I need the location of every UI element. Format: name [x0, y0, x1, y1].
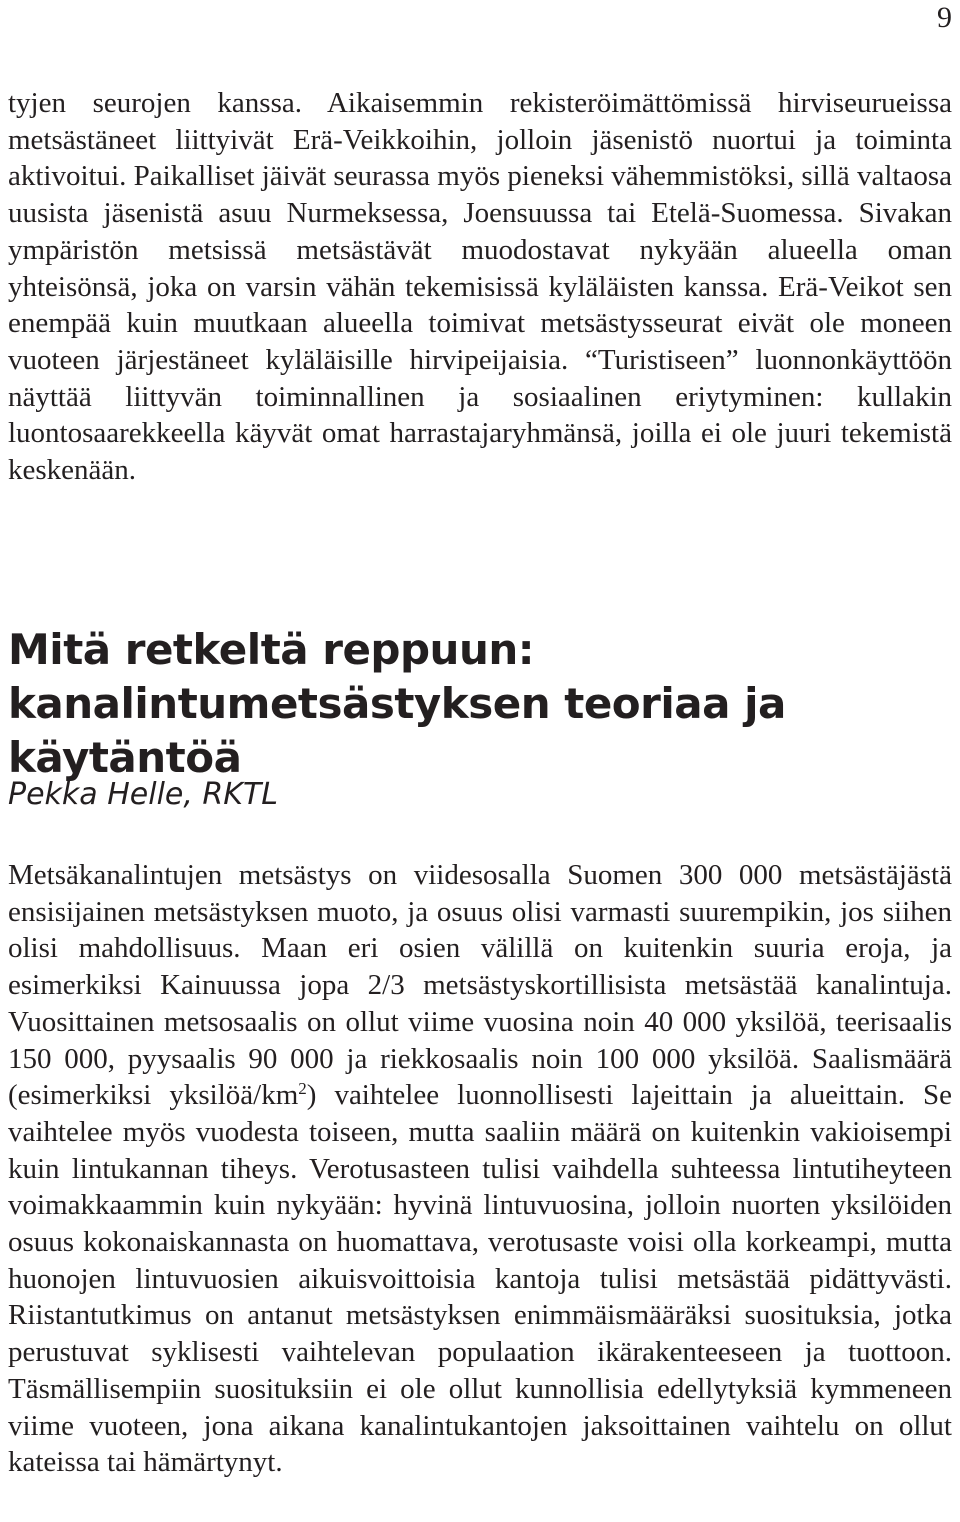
article-author: Pekka Helle, RKTL [8, 777, 278, 812]
article-title: Mitä retkeltä reppuun: kanalintumetsästyksen teoriaa ja käytäntöä [8, 625, 786, 782]
article-body-text-part2: ) vaihtelee luonnollisesti lajeittain ja alueittain. Se vaihtelee myös vuodesta toiseen, mutta saaliin määrä on kuitenkin vakioisempi kuin lintukannan tiheys. Verotusasteen tulisi vaihdella suhteessa lintutiheyteen voimakkaammin kuin nykyään: hyvinä lintuvuosina, jolloin nuorten yksilöiden osuus kokonaiskannasta on huomattava, verotusaste voisi olla korkeampi, mutta huonojen lintuvuosien aikuisvoittoisia kantoja tulisi metsästää pidättyvästi. Riistantutkimus on antanut metsästyksen enimmäismääräksi suosituksia, jotka perustuvat syklisesti vaihtelevan populaation ikärakenteeseen ja tuottoon. Täsmällisempiin suosituksiin ei ole ollut kunnollisia edellytyksiä kymmeneen viime vuoteen, jona aikana kanalintukantojen jaksoittainen vaihtelu on ollut kateissa tai hämärtynyt. [8, 1079, 952, 1479]
page-number: 9 [937, 1, 952, 34]
intro-paragraph: tyjen seurojen kanssa. Aikaisemmin rekisteröimättömissä hirviseurueissa metsästäneet liittyivät Erä-Veikkoihin, jolloin jäsenistö nuortui ja toiminta aktivoitui. Paikalliset jäivät seurassa myös pieneksi vähemmistöksi, sillä valtaosa uusista jäsenistä asuu Nurmeksessa, Joensuussa tai Etelä-Suomessa. Sivakan ympäristön metsissä metsästävät muodostavat nykyään alueella oman yhteisönsä, joka on varsin vähän tekemisissä kyläläisten kanssa. Erä-Veikot sen enempää kuin muutkaan alueella toimivat metsästysseurat eivät ole moneen vuoteen järjestäneet kyläläisille hirvipeijaisia. “Turistiseen” luonnonkäyttöön näyttää liittyvän toiminnallinen ja sosiaalinen eriytyminen: kullakin luontosaarekkeella käyvät omat harrastajaryhmänsä, joilla ei ole juuri tekemistä keskenään. [8, 87, 952, 487]
article-body-text-part1: Metsäkanalintujen metsästys on viidesosalla Suomen 300 000 metsästäjästä ensisijainen metsästyksen muoto, ja osuus olisi varmasti suurempikin, jos siihen olisi mahdollisuus. Maan eri osien välillä on kuitenkin suuria eroja, ja esimerkiksi Kainuussa jopa 2/3 metsästyskortillisista metsästää kanalintuja. Vuosittainen metsosaalis on ollut viime vuosina noin 40 000 yksilöä, teerisaalis 150 000, pyysaalis 90 000 ja riekkosaalis noin 100 000 yksilöä. Saalismäärä (esimerkiksi yksilöä/km [8, 859, 952, 1112]
article-body-paragraph [8, 857, 952, 1481]
area-unit-superscript: 2 [298, 1079, 307, 1099]
